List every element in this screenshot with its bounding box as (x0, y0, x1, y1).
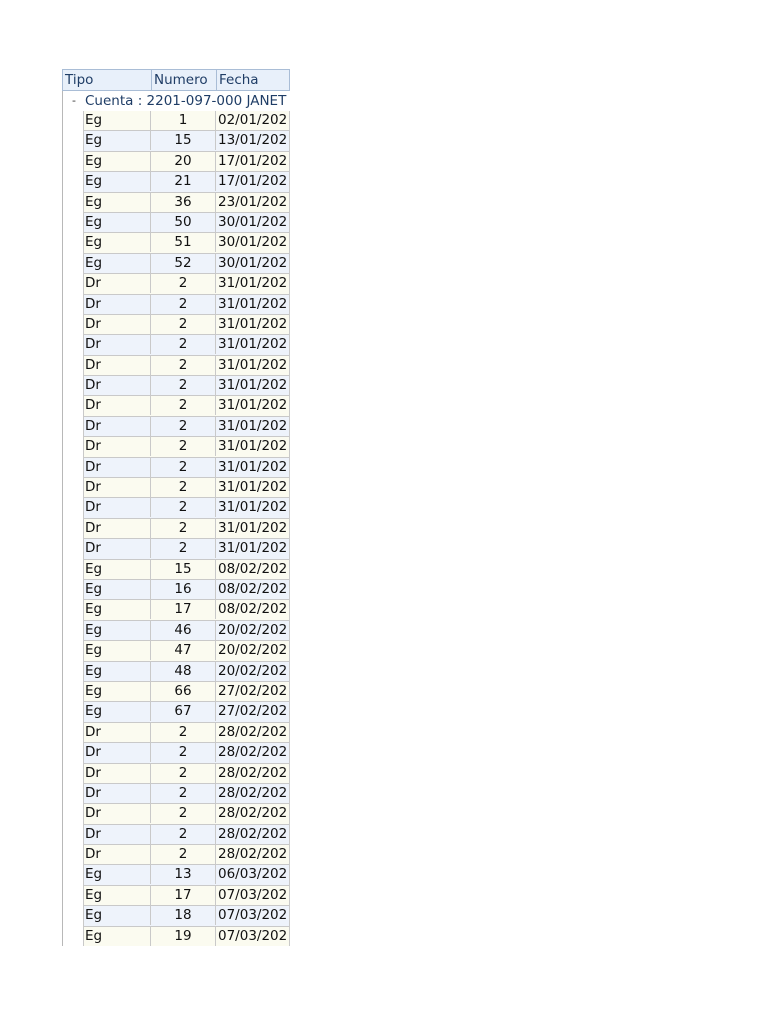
cell-fecha: 02/01/202 (218, 112, 288, 128)
cell-tipo: Dr (84, 519, 151, 538)
table-row[interactable] (83, 723, 290, 743)
cell-tipo: Eg (84, 662, 151, 681)
cell-tipo: Dr (84, 315, 151, 334)
cell-numero: 2 (151, 845, 216, 864)
cell-tipo: Dr (84, 743, 151, 762)
table-row[interactable] (83, 621, 290, 641)
cell-tipo: Eg (84, 560, 151, 579)
cell-tipo: Dr (84, 335, 151, 354)
group-row-cuenta[interactable] (62, 91, 290, 111)
cell-fecha: 08/02/202 (218, 560, 288, 577)
cell-tipo: Dr (84, 417, 151, 436)
cell-fecha: 31/01/202 (218, 397, 288, 414)
cell-numero: 2 (151, 519, 216, 538)
cell-tipo: Dr (84, 274, 151, 293)
cell-numero: 2 (151, 498, 216, 517)
cell-fecha: 31/01/202 (218, 479, 288, 496)
table-row[interactable] (83, 804, 290, 824)
cell-tipo: Eg (84, 213, 151, 232)
table-row[interactable] (83, 560, 290, 580)
data-grid (62, 69, 290, 946)
cell-tipo: Eg (84, 193, 151, 212)
cell-numero: 2 (151, 356, 216, 375)
table-row[interactable] (83, 539, 290, 559)
cell-fecha: 28/02/202 (218, 744, 288, 761)
cell-fecha: 28/02/202 (218, 764, 288, 781)
cell-fecha: 13/01/202 (218, 132, 288, 149)
cell-numero: 2 (151, 478, 216, 497)
cell-fecha: 07/03/202 (218, 886, 288, 903)
table-row[interactable] (83, 376, 290, 396)
cell-numero: 13 (151, 865, 216, 884)
table-row[interactable] (83, 662, 290, 682)
table-row[interactable] (83, 335, 290, 355)
table-row[interactable] (83, 172, 290, 192)
cell-fecha: 17/01/202 (218, 152, 288, 169)
cell-numero: 19 (151, 927, 216, 946)
cell-tipo: Eg (84, 927, 151, 946)
column-header-numero[interactable]: Numero (152, 70, 217, 90)
cell-tipo: Eg (84, 702, 151, 721)
cell-fecha: 20/02/202 (218, 642, 288, 659)
table-row[interactable] (83, 702, 290, 722)
cell-numero: 50 (151, 213, 216, 232)
cell-numero: 2 (151, 743, 216, 762)
table-row[interactable] (83, 764, 290, 784)
cell-tipo: Eg (84, 131, 151, 150)
cell-fecha: 30/01/202 (218, 254, 288, 271)
table-row[interactable] (83, 478, 290, 498)
cell-fecha: 28/02/202 (218, 805, 288, 822)
cell-numero: 17 (151, 600, 216, 619)
cell-fecha: 31/01/202 (218, 417, 288, 434)
table-row[interactable] (83, 519, 290, 539)
cell-tipo: Dr (84, 396, 151, 415)
cell-numero: 2 (151, 784, 216, 803)
cell-fecha: 28/02/202 (218, 846, 288, 863)
cell-numero: 20 (151, 152, 216, 171)
cell-numero: 2 (151, 437, 216, 456)
cell-fecha: 28/02/202 (218, 784, 288, 801)
cell-tipo: Dr (84, 478, 151, 497)
table-row[interactable] (83, 845, 290, 865)
cell-fecha: 07/03/202 (218, 907, 288, 924)
cell-tipo: Dr (84, 498, 151, 517)
table-row[interactable] (83, 233, 290, 253)
cell-tipo: Dr (84, 356, 151, 375)
cell-fecha: 31/01/202 (218, 519, 288, 536)
cell-tipo: Dr (84, 723, 151, 742)
group-indent-rule (62, 91, 63, 946)
cell-tipo: Eg (84, 233, 151, 252)
cell-numero: 48 (151, 662, 216, 681)
cell-numero: 66 (151, 682, 216, 701)
table-row[interactable] (83, 580, 290, 600)
column-header-tipo[interactable]: Tipo (63, 70, 152, 90)
cell-fecha: 31/01/202 (218, 377, 288, 394)
table-row[interactable] (83, 254, 290, 274)
column-header-fecha[interactable]: Fecha (219, 72, 259, 88)
cell-numero: 2 (151, 315, 216, 334)
cell-tipo: Dr (84, 376, 151, 395)
cell-numero: 2 (151, 376, 216, 395)
cell-fecha: 27/02/202 (218, 703, 288, 720)
cell-tipo: Eg (84, 172, 151, 191)
cell-tipo: Eg (84, 621, 151, 640)
table-row[interactable] (83, 743, 290, 763)
cell-numero: 36 (151, 193, 216, 212)
cell-tipo: Eg (84, 580, 151, 599)
cell-tipo: Dr (84, 845, 151, 864)
table-row[interactable] (83, 152, 290, 172)
cell-fecha: 30/01/202 (218, 234, 288, 251)
table-row[interactable] (83, 682, 290, 702)
cell-fecha: 08/02/202 (218, 601, 288, 618)
grid-header (62, 69, 290, 91)
cell-tipo: Dr (84, 825, 151, 844)
cell-tipo: Eg (84, 600, 151, 619)
cell-tipo: Dr (84, 804, 151, 823)
cell-fecha: 28/02/202 (218, 723, 288, 740)
table-row[interactable] (83, 927, 290, 946)
cell-numero: 16 (151, 580, 216, 599)
cell-numero: 2 (151, 764, 216, 783)
table-row[interactable] (83, 825, 290, 845)
cell-numero: 2 (151, 335, 216, 354)
cell-tipo: Dr (84, 437, 151, 456)
cell-tipo: Eg (84, 111, 151, 130)
cell-fecha: 06/03/202 (218, 866, 288, 883)
cell-numero: 2 (151, 804, 216, 823)
table-row[interactable] (83, 315, 290, 335)
cell-numero: 46 (151, 621, 216, 640)
table-row[interactable] (83, 131, 290, 151)
cell-fecha: 31/01/202 (218, 295, 288, 312)
table-row[interactable] (83, 111, 290, 131)
cell-tipo: Eg (84, 886, 151, 905)
cell-numero: 2 (151, 458, 216, 477)
cell-fecha: 20/02/202 (218, 621, 288, 638)
cell-tipo: Dr (84, 784, 151, 803)
table-row[interactable] (83, 437, 290, 457)
cell-numero: 2 (151, 396, 216, 415)
group-label: Cuenta : 2201-097-000 JANET (85, 93, 287, 109)
cell-numero: 2 (151, 417, 216, 436)
cell-numero: 1 (151, 111, 216, 130)
cell-numero: 2 (151, 825, 216, 844)
cell-numero: 2 (151, 539, 216, 558)
cell-numero: 21 (151, 172, 216, 191)
table-row[interactable] (83, 906, 290, 926)
cell-numero: 47 (151, 641, 216, 660)
cell-tipo: Eg (84, 152, 151, 171)
cell-tipo: Eg (84, 906, 151, 925)
table-row[interactable] (83, 356, 290, 376)
cell-tipo: Eg (84, 641, 151, 660)
cell-numero: 52 (151, 254, 216, 273)
cell-numero: 15 (151, 560, 216, 579)
cell-fecha: 08/02/202 (218, 580, 288, 597)
cell-fecha: 31/01/202 (218, 356, 288, 373)
table-row[interactable] (83, 396, 290, 416)
table-row[interactable] (83, 498, 290, 518)
cell-fecha: 31/01/202 (218, 458, 288, 475)
cell-fecha: 23/01/202 (218, 193, 288, 210)
grid-body (83, 111, 290, 946)
cell-tipo: Dr (84, 764, 151, 783)
cell-tipo: Dr (84, 295, 151, 314)
cell-numero: 51 (151, 233, 216, 252)
table-row[interactable] (83, 458, 290, 478)
cell-numero: 2 (151, 274, 216, 293)
cell-fecha: 20/02/202 (218, 662, 288, 679)
cell-fecha: 31/01/202 (218, 540, 288, 557)
cell-fecha: 28/02/202 (218, 825, 288, 842)
cell-fecha: 07/03/202 (218, 927, 288, 944)
cell-fecha: 31/01/202 (218, 499, 288, 516)
table-row[interactable] (83, 417, 290, 437)
cell-tipo: Dr (84, 539, 151, 558)
cell-numero: 2 (151, 295, 216, 314)
cell-fecha: 30/01/202 (218, 213, 288, 230)
cell-numero: 2 (151, 723, 216, 742)
table-row[interactable] (83, 213, 290, 233)
cell-fecha: 27/02/202 (218, 682, 288, 699)
table-row[interactable] (83, 193, 290, 213)
cell-fecha: 31/01/202 (218, 275, 288, 292)
cell-numero: 18 (151, 906, 216, 925)
cell-tipo: Eg (84, 254, 151, 273)
cell-fecha: 31/01/202 (218, 315, 288, 332)
cell-fecha: 31/01/202 (218, 438, 288, 455)
table-row[interactable] (83, 886, 290, 906)
table-row[interactable] (83, 865, 290, 885)
cell-tipo: Eg (84, 682, 151, 701)
table-row[interactable] (83, 295, 290, 315)
cell-numero: 67 (151, 702, 216, 721)
cell-numero: 15 (151, 131, 216, 150)
table-row[interactable] (83, 600, 290, 620)
cell-fecha: 17/01/202 (218, 173, 288, 190)
collapse-toggle-icon[interactable]: - (72, 94, 76, 107)
cell-fecha: 31/01/202 (218, 336, 288, 353)
table-row[interactable] (83, 641, 290, 661)
table-row[interactable] (83, 784, 290, 804)
table-row[interactable] (83, 274, 290, 294)
cell-tipo: Dr (84, 458, 151, 477)
cell-tipo: Eg (84, 865, 151, 884)
cell-numero: 17 (151, 886, 216, 905)
